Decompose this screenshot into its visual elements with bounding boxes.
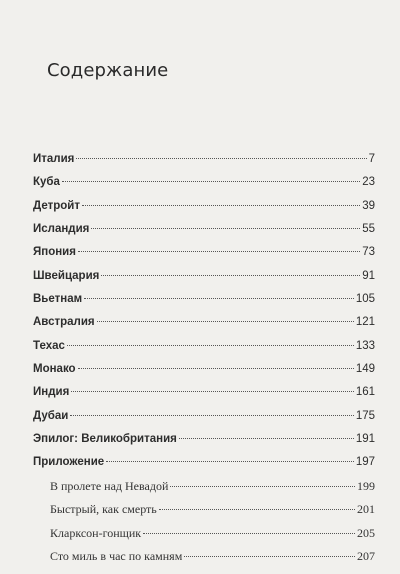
toc-entry-page: 121	[355, 316, 375, 329]
toc-entry-label: Приложение	[33, 456, 105, 469]
dot-leader	[71, 391, 354, 392]
toc-entry-epilogue	[33, 428, 375, 451]
toc-entry-dubai	[33, 405, 375, 428]
dot-leader	[179, 438, 354, 439]
page-title: Содержание	[47, 60, 169, 81]
toc-entry-japan	[33, 241, 375, 264]
table-of-contents	[33, 148, 375, 568]
dot-leader	[91, 228, 360, 229]
dot-leader	[78, 368, 354, 369]
dot-leader	[97, 321, 354, 322]
toc-entry-appendix	[33, 451, 375, 474]
toc-entry-switzerland	[33, 265, 375, 288]
toc-subentry-page: 207	[357, 548, 375, 563]
toc-entry-label: Техас	[33, 339, 65, 352]
toc-subentry-label: В пролете над Невадой	[50, 478, 169, 493]
toc-subentry-label: Быстрый, как смерть	[50, 502, 157, 517]
toc-entry-label: Индия	[33, 386, 70, 399]
toc-entry-page: 175	[355, 409, 375, 422]
toc-subentry-fast-as-death	[33, 498, 375, 521]
toc-entry-page: 73	[362, 246, 375, 259]
toc-entry-page: 149	[355, 363, 375, 376]
toc-entry-page: 105	[355, 293, 375, 306]
toc-entry-label: Монако	[33, 363, 76, 376]
toc-entry-page: 23	[362, 176, 375, 189]
dot-leader	[184, 556, 355, 557]
dot-leader	[67, 345, 354, 346]
toc-entry-label: Детройт	[33, 199, 80, 212]
toc-subentry-nevada	[33, 475, 375, 498]
toc-entry-iceland	[33, 218, 375, 241]
toc-subentry-page: 201	[357, 502, 375, 517]
toc-entry-label: Швейцария	[33, 269, 100, 282]
toc-entry-page: 91	[362, 269, 375, 282]
toc-subentry-page: 205	[357, 525, 375, 540]
dot-leader	[78, 251, 360, 252]
toc-entry-detroit	[33, 195, 375, 218]
toc-entry-label: Япония	[33, 246, 76, 259]
dot-leader	[170, 486, 355, 487]
toc-subentry-label: Сто миль в час по камням	[50, 548, 183, 563]
toc-entry-label: Куба	[33, 176, 60, 189]
toc-entry-label: Италия	[33, 153, 75, 165]
dot-leader	[106, 461, 354, 462]
toc-entry-label: Дубаи	[33, 409, 69, 422]
toc-entry-page: 197	[355, 456, 375, 469]
toc-entry-label: Исландия	[33, 223, 90, 236]
dot-leader	[159, 509, 355, 510]
toc-entry-cuba	[33, 171, 375, 194]
toc-entry-india	[33, 381, 375, 404]
dot-leader	[82, 205, 360, 206]
dot-leader	[76, 158, 366, 159]
toc-entry-australia	[33, 311, 375, 334]
toc-entry-label: Эпилог: Великобритания	[33, 433, 177, 446]
toc-entry-italy	[33, 148, 375, 171]
toc-subentry-clarkson-racer	[33, 522, 375, 545]
dot-leader	[101, 275, 360, 276]
toc-entry-label: Вьетнам	[33, 293, 83, 306]
toc-subentry-label: Кларксон-гонщик	[50, 525, 142, 540]
toc-entry-page: 133	[355, 339, 375, 352]
toc-subentry-hundred-miles	[33, 545, 375, 568]
dot-leader	[62, 181, 360, 182]
toc-subentry-page: 199	[357, 478, 375, 493]
dot-leader	[143, 533, 355, 534]
toc-entry-monaco	[33, 358, 375, 381]
dot-leader	[70, 415, 354, 416]
toc-entry-page: 55	[362, 223, 375, 236]
toc-entry-label: Австралия	[33, 316, 95, 329]
toc-entry-page: 191	[355, 433, 375, 446]
toc-entry-texas	[33, 335, 375, 358]
toc-entry-page: 39	[362, 199, 375, 212]
toc-entry-vietnam	[33, 288, 375, 311]
toc-entry-page: 161	[355, 386, 375, 399]
toc-entry-page: 7	[368, 153, 375, 165]
dot-leader	[84, 298, 354, 299]
